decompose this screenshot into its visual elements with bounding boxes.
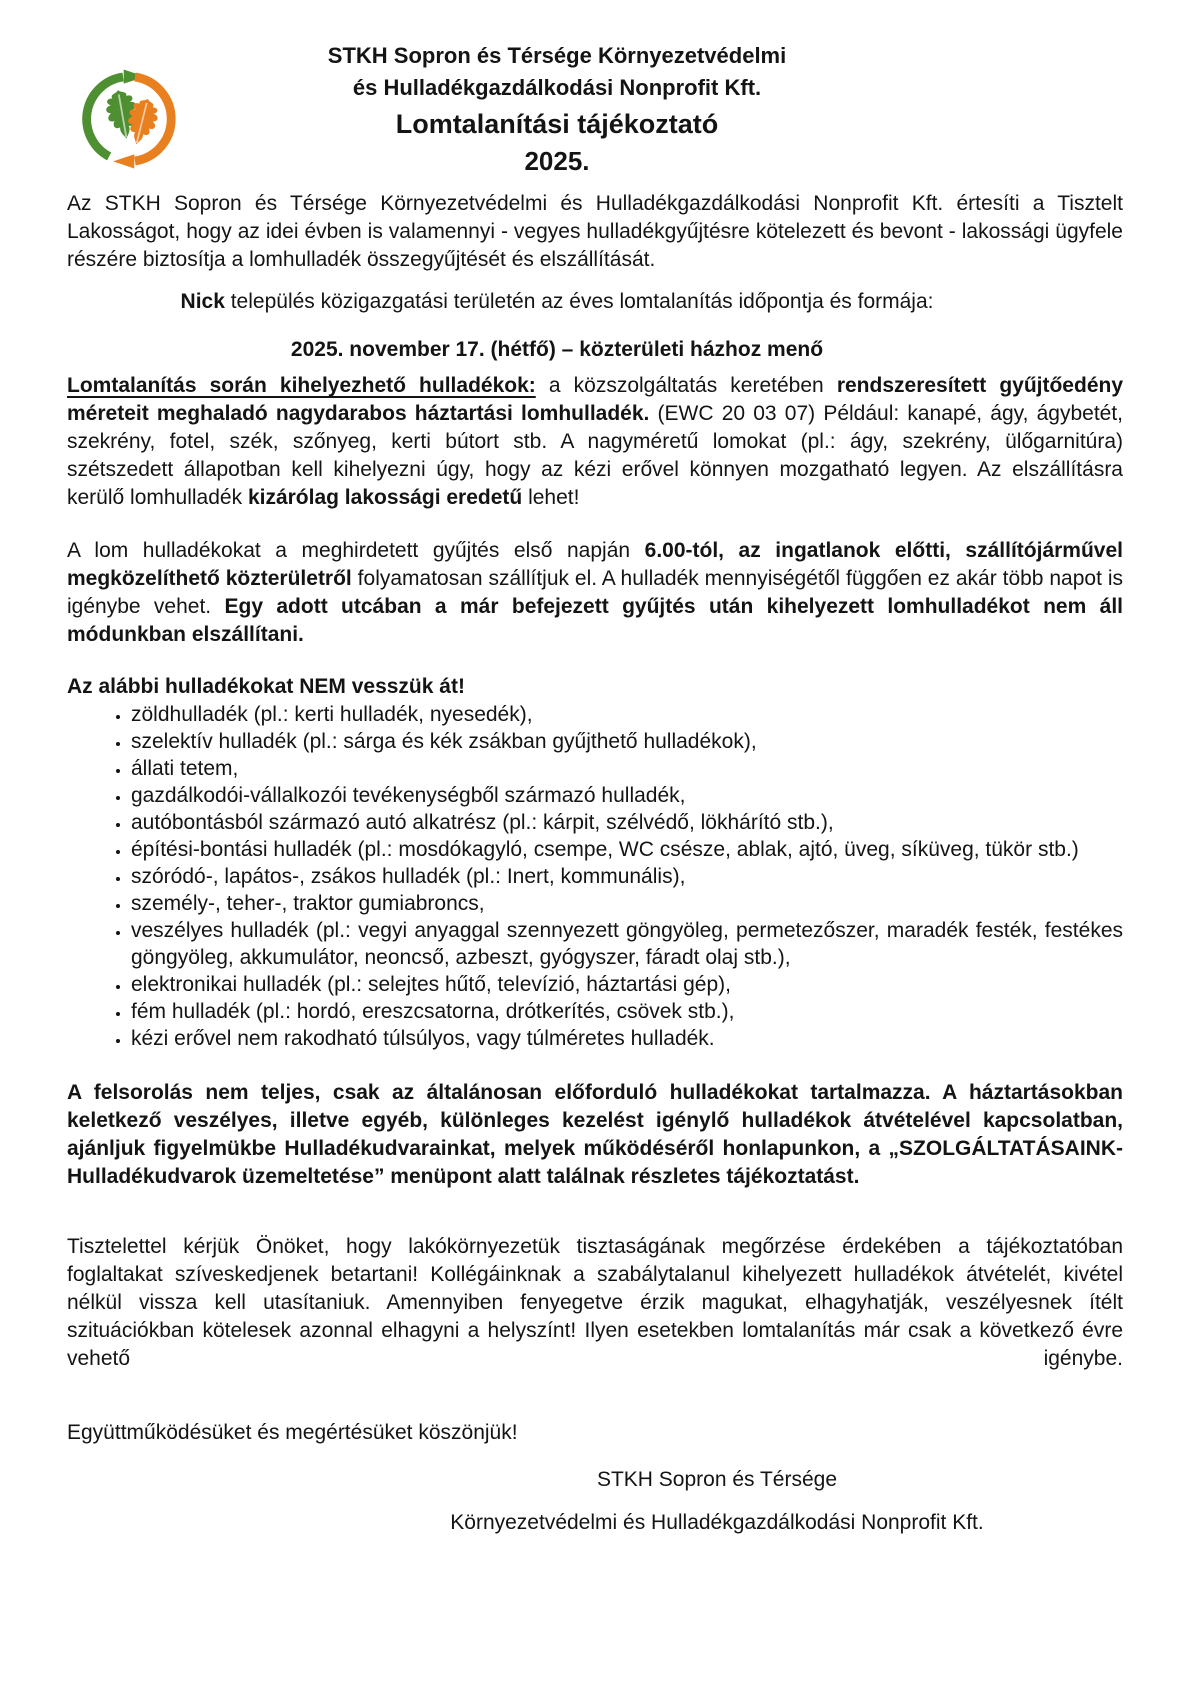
settlement-line-text: település közigazgatási területén az éves lomtalanítás időpontja és formája: xyxy=(224,290,934,313)
settlement-name: Nick xyxy=(180,290,225,313)
closing-paragraph: Tisztelettel kérjük Önöket, hogy lakókörnyezetük tisztaságának megőrzése érdekében a tájékoztatóban foglaltakat szíveskedjenek betartani! Kollégáinknak a szabálytalanul kihelyezett hulladékok átvételét, kivétel nélkül vissza kell utasítaniuk. Amennyiben fenyegetve érzik magukat, elhagyhatják, veszélyesnek ítélt szituációkban kötelesek azonnal elhagyni a helyszínt! Ilyen esetekben lomtalanítás már csak a következő évre vehető igénybe. xyxy=(67,1235,1123,1370)
intro-paragraph: Az STKH Sopron és Térsége Környezetvédelmi és Hulladékgazdálkodási Nonprofit Kft. értesíti a Tisztelt Lakosságot, hogy az idei évben is valamennyi - vegyes hulladékgyűjtésre kötelezett és bevont - lakossági ügyfele részére biztosítja a lomhulladék összegyűjtését és elszállítását. xyxy=(67,192,1123,271)
list-item-overweight-waste: • kézi erővel nem rakodható túlsúlyos, vagy túlméretes hulladék. xyxy=(131,1025,1123,1052)
list-item-green-waste: • zöldhulladék (pl.: kerti hulladék, nyesedék), xyxy=(131,701,1123,728)
signature-line1: STKH Sopron és Térsége xyxy=(596,1468,838,1491)
list-item-car-parts: • autóbontásból származó autó alkatrész (pl.: kárpit, szélvédő, lökhárító stb.), xyxy=(131,809,1123,836)
org-name-line2: és Hulladékgazdálkodási Nonprofit Kft. xyxy=(352,75,762,100)
collection-seg3: folyamatosan szállítjuk el. A hulladék mennyiségétől függően ez akár több napot is igénybe vehet. xyxy=(67,567,1123,618)
not-accepted-list xyxy=(67,701,1123,1052)
thanks-line: Együttműködésüket és megértésüket köszönjük! xyxy=(67,1421,518,1444)
orange-arrow-head-icon xyxy=(113,154,134,168)
stkh-logo-graphic xyxy=(76,60,182,178)
collection-seg4: Egy adott utcában a már befejezett gyűjtés után kihelyezett lomhulladékot nem áll módunkban elszállítani. xyxy=(67,595,1123,646)
header xyxy=(67,40,1123,178)
signature-line2: Környezetvédelmi és Hulladékgazdálkodási Nonprofit Kft. xyxy=(450,1511,984,1534)
allowed-waste-seg2: a közszolgáltatás keretében xyxy=(535,374,837,397)
document-body xyxy=(67,190,1123,1537)
document-year: 2025. xyxy=(524,146,590,176)
allowed-waste-paragraph xyxy=(67,372,1123,512)
list-item-selective-waste: • szelektív hulladék (pl.: sárga és kék zsákban gyűjthető hulladékok), xyxy=(131,728,1123,755)
allowed-waste-seg3: rendszeresített gyűjtőedény méreteit meghaladó nagydarabos háztartási lomhulladék. xyxy=(67,374,1124,425)
settlement-line xyxy=(67,288,1123,316)
allowed-waste-seg5: kizárólag lakossági eredetű xyxy=(247,486,523,509)
not-accepted-heading: Az alábbi hulladékokat NEM vesszük át! xyxy=(67,675,465,698)
list-item-business-waste: • gazdálkodói-vállalkozói tevékenységből származó hulladék, xyxy=(131,782,1123,809)
list-item-construction-waste: • építési-bontási hulladék (pl.: mosdókagyló, csempe, WC csésze, ablak, ajtó, üveg, síküveg, tükör stb.) xyxy=(131,836,1123,863)
list-item-loose-waste: • szóródó-, lapátos-, zsákos hulladék (pl.: Inert, kommunális), xyxy=(131,863,1123,890)
list-item-tires: • személy-, teher-, traktor gumiabroncs, xyxy=(131,890,1123,917)
allowed-waste-seg4: (EWC 20 03 07) Például: kanapé, ágy, ágybetét, szekrény, fotel, szék, szőnyeg, kerti bútort stb. A nagyméretű lomokat (pl.: ágy, szekrény, ülőgarnitúra) szétszedett állapotban kell kihelyezni úgy, hogy az kézi erővel könnyen mozgatható legyen. Az elszállításra kerülő lomhulladék xyxy=(67,402,1123,509)
list-item-electronic-waste: • elektronikai hulladék (pl.: selejtes hűtő, televízió, háztartási gép), xyxy=(131,971,1123,998)
signature-block xyxy=(311,1466,1123,1537)
note-paragraph: A felsorolás nem teljes, csak az általánosan előforduló hulladékokat tartalmazza. A háztartásokban keletkező veszélyes, illetve egyéb, különleges kezelést igénylő hulladékok átvételével kapcsolatban, ajánljuk figyelmükbe Hulladékudvarainkat, melyek működéséről honlapunkon, a „SZOLGÁLTATÁSAINK-Hulladékudvarok üzemeltetése” menüpont alatt találnak részletes tájékoztatást. xyxy=(67,1081,1123,1188)
stkh-logo xyxy=(76,60,182,178)
collection-seg1: A lom hulladékokat a meghirdetett gyűjtés első napján xyxy=(67,539,645,562)
collection-seg2: 6.00-tól, az ingatlanok előtti, szállítójárművel megközelíthető közterületről xyxy=(67,539,1123,590)
date-line: 2025. november 17. (hétfő) – közterületi házhoz menő xyxy=(290,338,824,361)
document-title: Lomtalanítási tájékoztató xyxy=(395,109,719,139)
list-item-hazardous-waste: • veszélyes hulladék (pl.: vegyi anyaggal szennyezett göngyöleg, permetezőszer, maradék festék, festékes göngyöleg, akkumulátor, neoncső, azbeszt, gyógyszer, fáradt olaj stb.), xyxy=(131,917,1123,971)
allowed-waste-lead: Lomtalanítás során kihelyezhető hulladékok: xyxy=(67,374,536,397)
list-item-metal-waste: • fém hulladék (pl.: hordó, ereszcsatorna, drótkerítés, csövek stb.), xyxy=(131,998,1123,1025)
allowed-waste-seg6: lehet! xyxy=(522,486,580,509)
org-name-line1: STKH Sopron és Térsége Környezetvédelmi xyxy=(327,43,787,68)
list-item-animal-carcass: • állati tetem, xyxy=(131,755,1123,782)
collection-paragraph xyxy=(67,537,1123,649)
